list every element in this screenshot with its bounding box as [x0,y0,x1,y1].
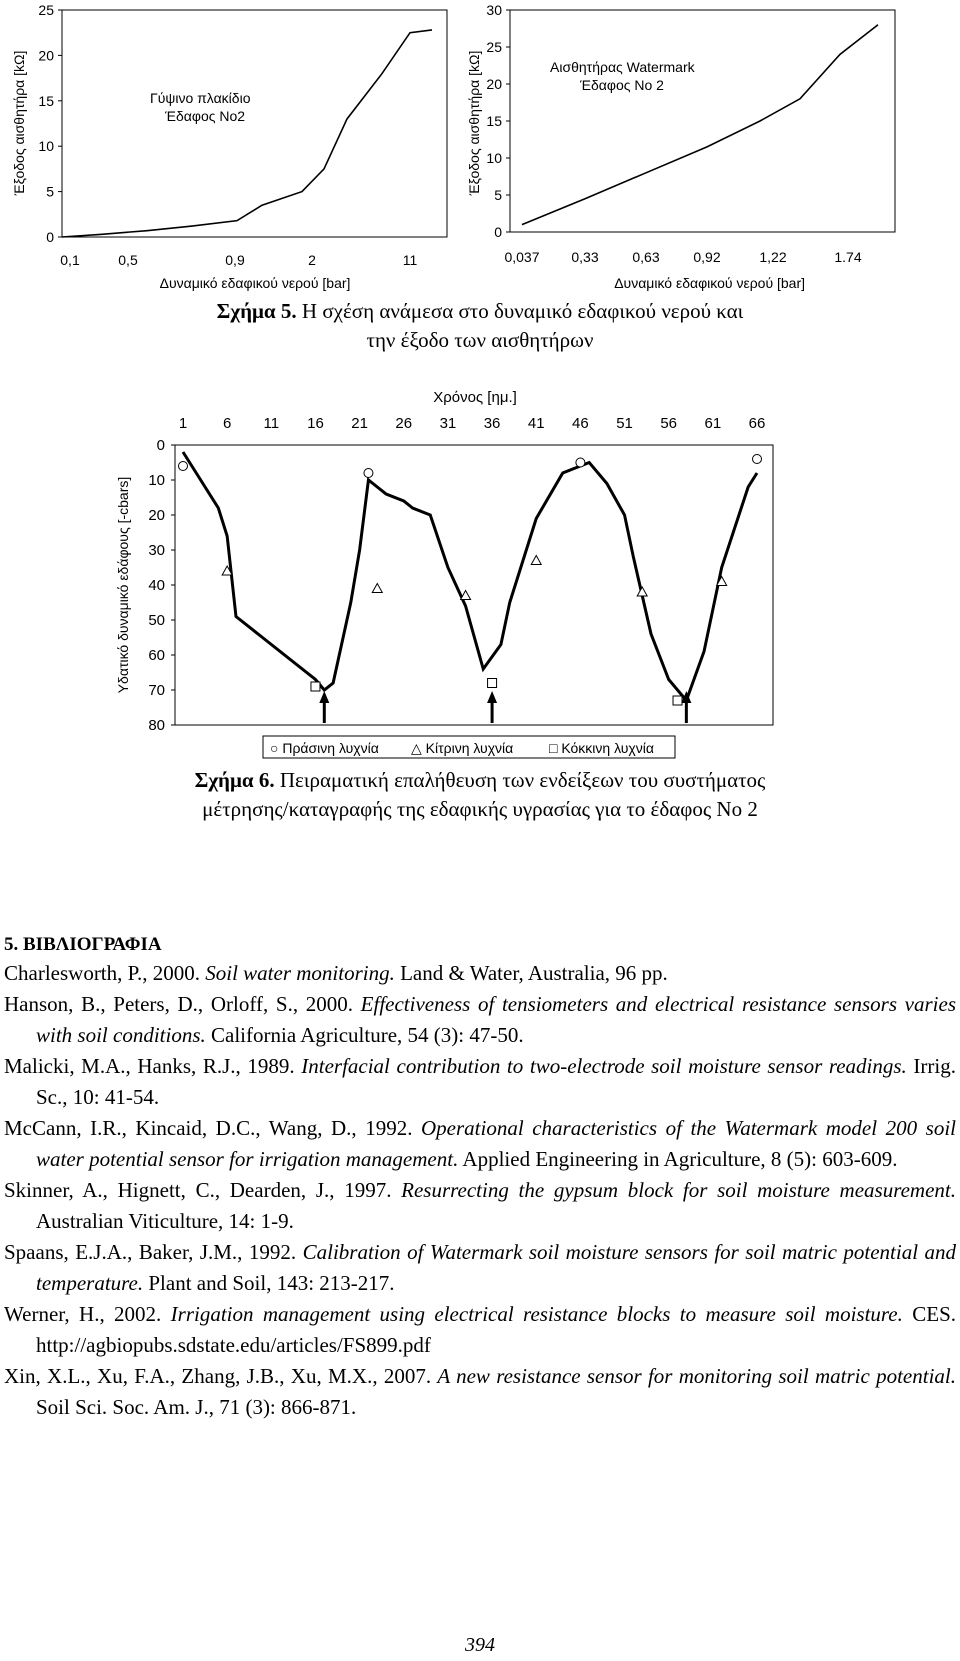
fig5-left-xtick-label: 11 [402,252,418,268]
fig5-left-ytick-label: 15 [38,92,54,109]
reference-item [4,1113,956,1175]
fig6-green-marker [753,455,762,464]
fig6-xtick-label: 61 [704,415,722,432]
fig6-red-marker [488,679,497,688]
reference-source: Applied Engineering in Agriculture, 8 (5): 603-609. [458,1147,898,1171]
fig6-legend-item: □ Κόκκινη λυχνία [549,740,654,756]
fig6-chart [100,380,800,765]
fig6-xtick-label: 31 [439,415,457,432]
fig6-xtick-label: 56 [660,415,678,432]
fig5-right-xtick-label: 0,92 [693,249,721,265]
reference-source: Soil Sci. Soc. Am. J., 71 (3): 866-871. [36,1395,357,1419]
fig6-green-marker [179,462,188,471]
fig6-red-marker [311,682,320,691]
reference-authors: Charlesworth, P., 2000. [4,961,206,985]
fig6-ytick-label: 20 [148,507,165,524]
fig6-xtick-label: 46 [572,415,589,432]
fig6-xtick-label: 6 [222,415,232,432]
fig6-ytick-label: 40 [148,577,165,594]
reference-item [4,1175,956,1237]
reference-authors: Malicki, M.A., Hanks, R.J., 1989. [4,1054,302,1078]
fig5-right-ytick-label: 0 [494,224,502,240]
fig5-right-ylabel: Έξοδος αισθητήρα [kΩ] [466,50,482,196]
fig6-ytick-label: 10 [148,472,165,489]
bibliography-title: 5. ΒΙΒΛΙΟΓΡΑΦΙΑ [4,934,162,955]
fig6-xtick-label: 36 [483,415,501,432]
fig5-left-ytick-label: 5 [46,183,54,200]
fig5-right-ytick-label: 25 [486,39,502,55]
fig6-legend-item: △ Κίτρινη λυχνία [411,740,514,756]
reference-source: CES. http://agbiopubs.sdstate.edu/articles/FS899.pdf [36,1302,956,1357]
fig5-right-ytick-label: 10 [486,150,502,166]
fig5-left-ytick-label: 25 [38,2,54,18]
fig6-legend-item: ○ Πράσινη λυχνία [270,740,379,756]
fig5-right-xlabel: Δυναμικό εδαφικού νερού [bar] [614,275,805,291]
bibliography-list [4,958,956,1423]
fig5-right-ytick-label: 15 [486,113,502,129]
fig5-right-xtick-label: 0,63 [632,249,660,265]
reference-title: Irrigation management using electrical resistance blocks to measure soil moisture. [170,1302,903,1326]
reference-authors: Skinner, A., Hignett, C., Dearden, J., 1997. [4,1178,402,1202]
fig6-xtick-label: 21 [351,415,368,432]
figure5-caption [0,297,960,355]
figure6-caption-label: Σχήμα 6. [194,768,275,792]
fig6-ytick-label: 60 [148,647,165,664]
fig6-title: Χρόνος [ημ.] [433,389,517,406]
fig5-left-chart [0,0,470,300]
fig5-right-ytick-label: 20 [486,76,502,92]
fig5-right-plot-area [510,10,895,232]
figure5-caption-text-1: Η σχέση ανάμεσα στο δυναμικό εδαφικού νερού και [296,299,744,323]
reference-authors: Spaans, E.J.A., Baker, J.M., 1992. [4,1240,303,1264]
fig6-ytick-label: 50 [148,612,165,629]
reference-title: Soil water monitoring. [205,961,395,985]
fig5-right-chart [465,0,905,300]
reference-title: Calibration of Watermark soil moisture sensors for soil matric potential and temperature. [36,1240,957,1295]
fig5-left-xtick-label: 0,5 [118,252,138,268]
reference-source: Plant and Soil, 143: 213-217. [143,1271,395,1295]
fig6-ylabel: Υδατικό δυναμικό εδάφους [-cbars] [115,476,131,694]
figure5-caption-text-2: την έξοδο των αισθητήρων [366,328,594,352]
fig5-left-xtick-label: 0,9 [225,252,245,268]
reference-title: Operational characteristics of the Watermark model 200 soil water potential sensor for irrigation management. [36,1116,956,1171]
fig6-xtick-label: 11 [263,415,280,432]
fig6-xtick-label: 1 [178,415,188,432]
fig5-left-annotation-1: Γύψινο πλακίδιο [150,90,251,106]
fig5-right-xtick-label: 1,22 [759,249,787,265]
fig6-ytick-label: 0 [156,437,165,454]
page-number: 394 [465,1634,495,1656]
fig5-right-ytick-label: 5 [494,187,502,203]
fig6-green-marker [576,458,585,467]
fig5-left-ylabel: Έξοδος αισθητήρα [kΩ] [11,50,27,196]
fig6-xtick-label: 26 [395,415,413,432]
fig5-left-ytick-label: 20 [38,47,54,64]
fig5-left-xlabel: Δυναμικό εδαφικού νερού [bar] [159,275,351,291]
fig6-ytick-label: 80 [148,717,165,734]
fig5-right-annotation-1: Αισθητήρας Watermark [550,59,695,75]
reference-source: California Agriculture, 54 (3): 47-50. [205,1023,524,1047]
reference-title: Effectiveness of tensiometers and electrical resistance sensors varies with soil conditions. [36,992,956,1047]
fig5-right-xtick-label: 0,037 [504,249,540,265]
fig5-left-ytick-label: 10 [38,138,54,155]
fig5-left-xtick-label: 2 [308,252,316,268]
reference-item [4,989,956,1051]
figure6-caption-text-2: μέτρησης/καταγραφής της εδαφικής υγρασίας για το έδαφος No 2 [202,797,758,821]
reference-source: Irrig. Sc., 10: 41-54. [36,1054,956,1109]
reference-item [4,1237,956,1299]
fig5-right-ytick-label: 30 [486,2,502,18]
fig5-left-xtick-label: 0,1 [60,252,80,268]
fig5-right-xtick-label: 1.74 [834,249,862,265]
reference-authors: Werner, H., 2002. [4,1302,171,1326]
fig5-right-annotation-2: Έδαφος No 2 [580,77,664,93]
reference-item [4,958,956,989]
reference-source: Australian Viticulture, 14: 1-9. [36,1209,294,1233]
reference-item [4,1051,956,1113]
fig6-xtick-label: 41 [527,415,545,432]
reference-title: Resurrecting the gypsum block for soil moisture measurement. [401,1178,956,1202]
figure5-caption-label: Σχήμα 5. [216,299,297,323]
fig5-right-xtick-label: 0,33 [571,249,599,265]
fig6-ytick-label: 70 [148,682,165,699]
reference-authors: McCann, I.R., Kincaid, D.C., Wang, D., 1992. [4,1116,422,1140]
fig6-ytick-label: 30 [148,542,165,559]
fig5-left-ytick-label: 0 [46,229,54,245]
reference-authors: Hanson, B., Peters, D., Orloff, S., 2000. [4,992,361,1016]
reference-title: A new resistance sensor for monitoring soil matric potential. [437,1364,956,1388]
fig6-green-marker [364,469,373,478]
fig6-xtick-label: 51 [616,415,633,432]
fig6-plot-area [175,445,773,725]
reference-source: Land & Water, Australia, 96 pp. [394,961,668,985]
fig6-xtick-label: 16 [307,415,324,432]
reference-authors: Xin, X.L., Xu, F.A., Zhang, J.B., Xu, M.X., 2007. [4,1364,438,1388]
figure6-caption-text-1: Πειραματική επαλήθευση των ενδείξεων του συστήματος [274,768,766,792]
fig6-xtick-label: 66 [748,415,766,432]
fig5-left-plot-area [62,10,447,237]
fig6-red-marker [673,696,682,705]
fig5-left-annotation-2: Έδαφος No2 [165,108,246,124]
reference-title: Interfacial contribution to two-electrode soil moisture sensor readings. [301,1054,907,1078]
figure6-caption [0,766,960,824]
reference-item [4,1299,956,1361]
reference-item [4,1361,956,1423]
